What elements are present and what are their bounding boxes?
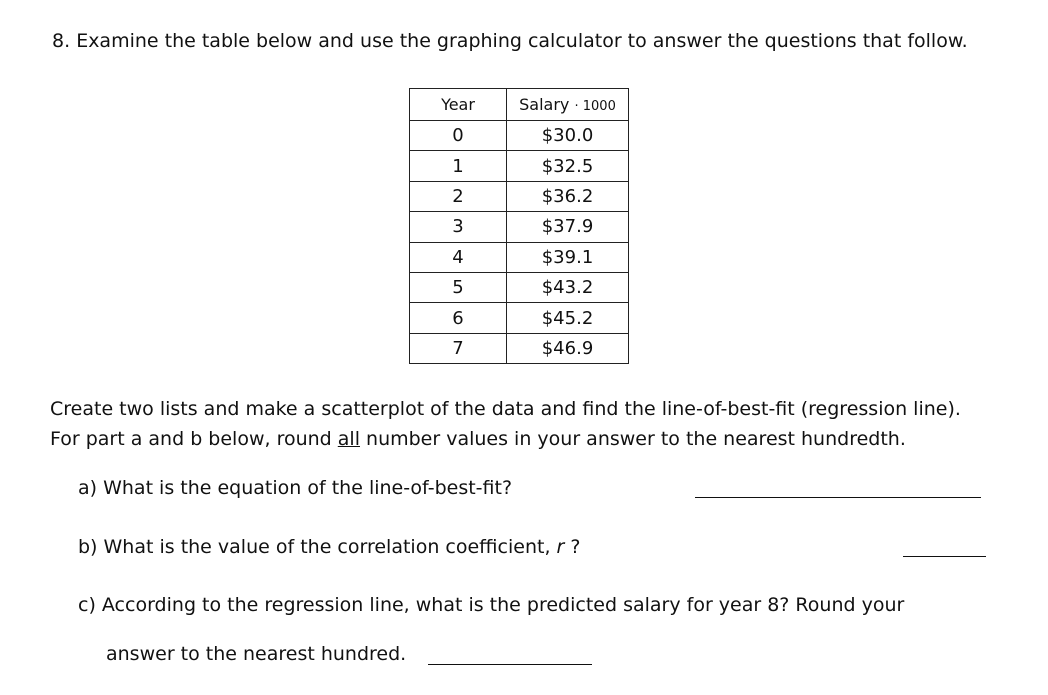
part-b-variable: r xyxy=(556,536,565,558)
salary-cell: $32.5 xyxy=(507,151,629,181)
salary-header-label: Salary xyxy=(519,95,570,114)
salary-table xyxy=(409,88,629,364)
instruction-line-1: Create two lists and make a scatterplot of the data and find the line-of-best-fit (regression line). xyxy=(50,398,961,420)
table-row xyxy=(410,242,629,272)
question-prompt xyxy=(52,30,968,52)
instruction-line-2-start: For part a and b below, round xyxy=(50,428,338,450)
table-row xyxy=(410,272,629,302)
table-header-row xyxy=(410,89,629,121)
table-row xyxy=(410,212,629,242)
salary-header xyxy=(507,89,629,121)
part-b-question xyxy=(78,536,580,558)
year-cell: 3 xyxy=(410,212,507,242)
salary-cell: $46.9 xyxy=(507,333,629,363)
salary-header-unit: · 1000 xyxy=(574,99,616,114)
instruction-line-2 xyxy=(50,428,906,450)
part-c-question-line-1: c) According to the regression line, what is the predicted salary for year 8? Round your xyxy=(78,594,905,616)
instruction-emphasis: all xyxy=(337,428,360,450)
table-row xyxy=(410,151,629,181)
instruction-line-2-end: number values in your answer to the nearest hundredth. xyxy=(359,428,906,450)
table-body xyxy=(410,121,629,364)
year-cell: 5 xyxy=(410,272,507,302)
question-text: Examine the table below and use the graphing calculator to answer the questions that follow. xyxy=(76,30,968,52)
part-b-end: ? xyxy=(564,536,581,558)
salary-cell: $37.9 xyxy=(507,212,629,242)
part-b-answer-blank[interactable] xyxy=(903,556,986,557)
table-row xyxy=(410,333,629,363)
table-row xyxy=(410,181,629,211)
salary-cell: $45.2 xyxy=(507,303,629,333)
part-a-question: a) What is the equation of the line-of-best-fit? xyxy=(78,477,513,499)
year-header: Year xyxy=(410,89,507,121)
salary-cell: $36.2 xyxy=(507,181,629,211)
salary-cell: $30.0 xyxy=(507,121,629,151)
part-c-answer-blank[interactable] xyxy=(428,664,592,665)
part-b-text: b) What is the value of the correlation coefficient, xyxy=(78,536,557,558)
year-cell: 6 xyxy=(410,303,507,333)
year-cell: 1 xyxy=(410,151,507,181)
salary-cell: $39.1 xyxy=(507,242,629,272)
part-a-answer-blank[interactable] xyxy=(695,497,981,498)
table-row xyxy=(410,303,629,333)
year-cell: 2 xyxy=(410,181,507,211)
year-cell: 7 xyxy=(410,333,507,363)
year-cell: 4 xyxy=(410,242,507,272)
question-number: 8. xyxy=(52,30,71,52)
table-row xyxy=(410,121,629,151)
part-c-question-line-2: answer to the nearest hundred. xyxy=(106,643,407,665)
year-cell: 0 xyxy=(410,121,507,151)
salary-cell: $43.2 xyxy=(507,272,629,302)
